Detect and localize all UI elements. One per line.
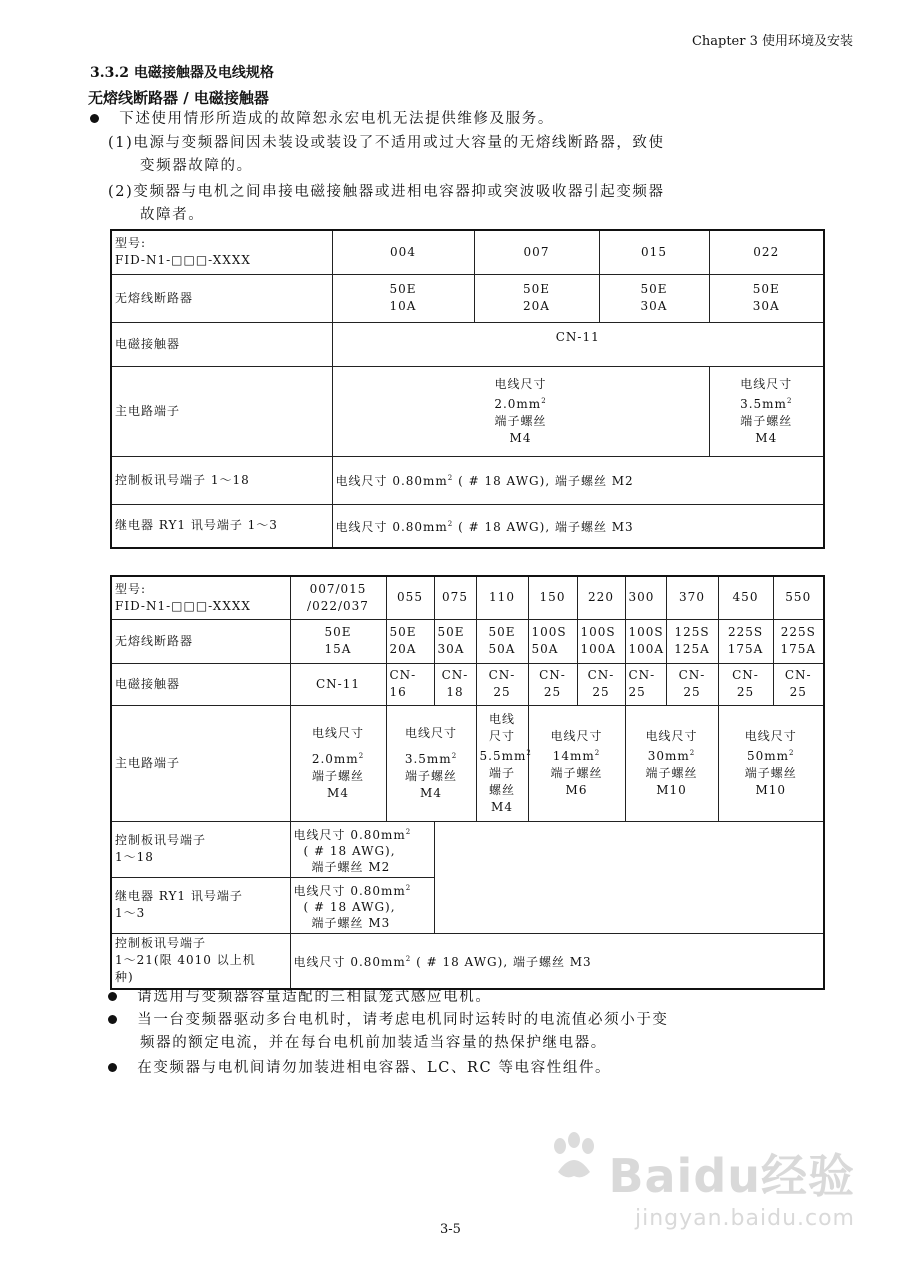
t2-contactor-055-b: 16 <box>389 685 407 699</box>
t2-breaker-075-amp: 30A <box>437 642 465 656</box>
intro-text-1: 下述使用情形所造成的故障恕永宏电机无法提供维修及服务。 <box>119 111 554 127</box>
note-3 <box>108 1057 611 1079</box>
t2-empty-area <box>434 821 824 933</box>
t1-main-a-l2 <box>336 393 706 413</box>
t2-contactor-150-b: 25 <box>543 685 562 699</box>
superscript: 2 <box>689 748 696 757</box>
t1-main-label: 主电路端子 <box>111 366 332 456</box>
t2-breaker-220-type: 100S <box>580 625 616 639</box>
t2-breaker-370 <box>666 619 718 663</box>
t2-contactor-075 <box>434 663 476 705</box>
note-1-text: 请选用与变频器容量适配的三相鼠笼式感应电机。 <box>137 989 492 1005</box>
t1-main-a-l4: M4 <box>509 430 532 445</box>
t2-model-150: 150 <box>528 576 577 619</box>
t2-contactor-300-a: CN- <box>628 668 656 682</box>
t2-relay-label-a: 继电器 RY1 讯号端子 <box>115 889 243 903</box>
t1-main-b-size: 3.5mm <box>740 396 787 411</box>
bullet-icon <box>90 114 99 123</box>
t1-breaker-015-type: 50E <box>640 282 668 296</box>
t1-contactor-label: 电磁接触器 <box>111 322 332 366</box>
t2-main-g6-l1: 电线尺寸 <box>744 728 797 743</box>
t2-main-g5-size: 30mm <box>647 748 690 763</box>
t1-main-a-size: 2.0mm <box>494 396 542 411</box>
superscript: 2 <box>447 519 454 528</box>
t2-contactor-first: CN-11 <box>290 663 386 705</box>
superscript: 2 <box>405 827 412 836</box>
t2-main-g1-l1: 电线尺寸 <box>311 725 364 740</box>
t2-model-450: 450 <box>718 576 773 619</box>
t2-model-110: 110 <box>476 576 528 619</box>
t2-contactor-075-a: CN- <box>441 668 469 682</box>
t2-main-g6-size: 50mm <box>747 748 790 763</box>
t2-breaker-055 <box>386 619 434 663</box>
t1-main-b-l3: 端子螺丝 <box>740 413 793 428</box>
t1-breaker-label: 无熔线断路器 <box>111 274 332 322</box>
t2-breaker-150-type: 100S <box>531 625 567 639</box>
t2-breaker-220 <box>577 619 625 663</box>
note-2-text: 当一台变频器驱动多台电机时，请考虑电机同时运转时的电流值必须小于变 <box>137 1012 669 1028</box>
t2-main-g5-l2 <box>629 745 715 765</box>
t2-breaker-550 <box>773 619 824 663</box>
superscript: 2 <box>526 748 532 757</box>
t2-ctrl2-label-a: 控制板讯号端子 <box>115 936 207 951</box>
page-header: Chapter 3 使用环境及安装 <box>691 34 853 49</box>
t1-main-b-l1: 电线尺寸 <box>740 376 793 391</box>
t1-model-004: 004 <box>332 230 474 274</box>
bullet-icon <box>108 1015 117 1024</box>
t2-relay-c: 端子螺丝 M3 <box>311 915 391 930</box>
t2-main-g6-l4: M10 <box>755 782 787 797</box>
t2-relay-a <box>294 880 431 899</box>
t1-model-015: 015 <box>599 230 709 274</box>
t2-main-g3-l1b: 尺寸 <box>488 728 515 743</box>
t2-breaker-550-type: 225S <box>780 625 816 639</box>
t2-main-g3-l4: M4 <box>491 799 513 814</box>
note-2-cont: 频器的额定电流，并在每台电机前加装适当容量的热保护继电器。 <box>140 1035 607 1051</box>
t2-contactor-370-a: CN- <box>678 668 706 682</box>
t2-contactor-450 <box>718 663 773 705</box>
t2-main-label: 主电路端子 <box>111 705 290 821</box>
t2-model-first-b: /022/037 <box>307 598 369 613</box>
t2-contactor-300-b: 25 <box>628 685 646 699</box>
t2-model-370: 370 <box>666 576 718 619</box>
t2-contactor-300 <box>625 663 666 705</box>
t2-breaker-370-amp: 125A <box>674 642 710 656</box>
t2-main-g3-size: 5.5mm <box>479 748 527 763</box>
t2-main-g4 <box>528 705 625 821</box>
t2-main-g3-l1: 电线 <box>488 711 515 726</box>
note-2 <box>108 1009 669 1031</box>
t2-main-g6-l2 <box>722 745 821 765</box>
t2-model-075: 075 <box>434 576 476 619</box>
watermark-url: jingyan.baidu.com <box>634 1206 855 1231</box>
t1-main-a-l1: 电线尺寸 <box>494 376 547 391</box>
t2-main-g5 <box>625 705 718 821</box>
t2-breaker-110-amp: 50A <box>488 642 516 656</box>
t1-model-code: FID-N1-□□□-XXXX <box>115 253 251 268</box>
t1-model-022: 022 <box>709 230 824 274</box>
t2-ctrl-label-b: 1～18 <box>115 850 154 864</box>
t2-relay-label <box>111 877 290 933</box>
t1-breaker-004-amp: 10A <box>389 299 417 313</box>
t1-breaker-015-amp: 30A <box>640 299 668 313</box>
t2-relay-size: 电线尺寸 0.80mm <box>293 883 406 898</box>
bullet-icon <box>108 992 117 1001</box>
t2-ctrl-a <box>294 824 431 843</box>
t2-model-055: 055 <box>386 576 434 619</box>
t2-contactor-055-a: CN- <box>389 668 417 682</box>
t2-main-g4-size: 14mm <box>552 748 595 763</box>
section-subtitle: 无熔线断路器 / 电磁接触器 <box>88 89 269 107</box>
t2-ctrl-b: ( # 18 AWG), <box>303 843 396 858</box>
watermark <box>608 1140 855 1231</box>
t1-model-007: 007 <box>474 230 599 274</box>
t2-contactor-055 <box>386 663 434 705</box>
note-3-text: 在变频器与电机间请勿加装进相电容器、LC、RC 等电容性组件。 <box>137 1060 612 1076</box>
t2-contactor-220-a: CN- <box>587 668 615 682</box>
t2-relay-label-b: 1～3 <box>115 906 146 920</box>
t2-main-g5-l1: 电线尺寸 <box>645 728 698 743</box>
t1-ctrl <box>332 456 824 504</box>
t2-breaker-300-amp: 100A <box>628 642 665 656</box>
t2-breaker-first-amp: 15A <box>324 642 352 656</box>
t2-main-g3-l3b: 螺丝 <box>488 782 515 797</box>
t2-main-g3-l3: 端子 <box>488 765 515 780</box>
t1-breaker-022 <box>709 274 824 322</box>
t2-breaker-075 <box>434 619 476 663</box>
t2-contactor-150 <box>528 663 577 705</box>
intro-item-2: (2)变频器与电机之间串接电磁接触器或进相电容器抑或突波吸收器引起变频器 <box>108 184 665 200</box>
t1-main-b <box>709 366 824 456</box>
t2-model-first-a: 007/015 <box>309 581 367 596</box>
t2-main-g4-l4: M6 <box>565 782 588 797</box>
t2-main-g1-size: 2.0mm <box>311 751 359 766</box>
t1-relay-spec: ( # 18 AWG), 端子螺丝 M3 <box>458 519 634 534</box>
t2-relay-b: ( # 18 AWG), <box>303 899 396 914</box>
intro-bullet-1 <box>90 108 554 130</box>
t2-ctrl-size: 电线尺寸 0.80mm <box>293 827 406 842</box>
t2-main-g1 <box>290 705 386 821</box>
superscript: 2 <box>789 748 795 757</box>
t2-main-g5-l3: 端子螺丝 <box>645 765 698 780</box>
t2-contactor-110-b: 25 <box>493 685 511 699</box>
t2-model-header <box>111 576 290 619</box>
t2-contactor-370-b: 25 <box>683 685 701 699</box>
t2-model-300: 300 <box>625 576 666 619</box>
t1-ctrl-label: 控制板讯号端子 1～18 <box>111 456 332 504</box>
t2-ctrl2-label-c: 种) <box>115 970 134 985</box>
intro-item-2-cont: 故障者。 <box>140 207 205 223</box>
t2-contactor-075-b: 18 <box>446 685 464 699</box>
t2-breaker-label: 无熔线断路器 <box>111 619 290 663</box>
t1-relay-size: 电线尺寸 0.80mm <box>335 519 448 534</box>
t2-contactor-label: 电磁接触器 <box>111 663 290 705</box>
t2-breaker-150 <box>528 619 577 663</box>
t2-ctrl2 <box>290 933 824 989</box>
t1-breaker-007-type: 50E <box>522 282 551 296</box>
t1-breaker-022-type: 50E <box>752 282 780 296</box>
t1-model-label: 型号: <box>115 236 147 251</box>
superscript: 2 <box>594 748 601 757</box>
t2-breaker-150-amp: 50A <box>531 642 559 656</box>
page-number: 3-5 <box>440 1222 461 1237</box>
t1-main-a <box>332 366 709 456</box>
t1-breaker-015 <box>599 274 709 322</box>
t2-main-g1-l2 <box>294 748 383 768</box>
t1-breaker-007-amp: 20A <box>523 299 550 313</box>
t1-main-b-l2 <box>713 393 821 413</box>
t1-breaker-004 <box>332 274 474 322</box>
t2-contactor-150-a: CN- <box>539 668 566 682</box>
superscript: 2 <box>405 883 412 892</box>
t2-breaker-550-amp: 175A <box>780 642 817 656</box>
t2-ctrl2-label <box>111 933 290 989</box>
t2-contactor-110-a: CN- <box>488 668 516 682</box>
intro-item-1: (1)电源与变频器间因未装设或装设了不适用或过大容量的无熔线断路器，致使 <box>108 135 665 151</box>
superscript: 2 <box>451 751 458 760</box>
t1-relay <box>332 504 824 548</box>
t2-main-g2 <box>386 705 476 821</box>
superscript: 2 <box>541 396 547 405</box>
t2-breaker-300-type: 100S <box>628 625 664 639</box>
t1-breaker-004-type: 50E <box>389 282 417 296</box>
t2-main-g2-l4: M4 <box>420 785 442 800</box>
t2-model-220: 220 <box>577 576 625 619</box>
t2-main-g1-l3: 端子螺丝 <box>311 768 364 783</box>
t2-main-g2-l3: 端子螺丝 <box>404 768 457 783</box>
t2-contactor-550: CN-25 <box>773 663 824 705</box>
t1-ctrl-spec: ( # 18 AWG), 端子螺丝 M2 <box>458 474 634 488</box>
spec-table-small <box>110 229 825 549</box>
t2-ctrl2-size: 电线尺寸 0.80mm <box>293 954 406 969</box>
t2-main-g4-l2 <box>532 745 622 765</box>
t1-relay-label: 继电器 RY1 讯号端子 1～3 <box>111 504 332 548</box>
t2-breaker-075-type: 50E <box>437 625 465 639</box>
paw-icon <box>546 1130 602 1186</box>
t2-breaker-220-amp: 100A <box>580 642 617 656</box>
t2-main-g6-l3: 端子螺丝 <box>744 765 797 780</box>
t2-main-g4-l1: 电线尺寸 <box>550 728 603 743</box>
t2-main-g6 <box>718 705 824 821</box>
t1-main-b-l4: M4 <box>755 430 778 445</box>
t1-breaker-007 <box>474 274 599 322</box>
t2-contactor-370 <box>666 663 718 705</box>
t2-main-g3-l2 <box>479 745 532 765</box>
spec-table-large <box>110 575 825 990</box>
t2-breaker-450-amp: 175A <box>727 642 764 656</box>
watermark-logo: Baidu经验 <box>608 1149 855 1203</box>
t2-main-g4-l3: 端子螺丝 <box>550 765 603 780</box>
t2-breaker-300 <box>625 619 666 663</box>
t2-breaker-450-type: 225S <box>727 625 764 639</box>
superscript: 2 <box>447 474 454 482</box>
t2-model-first <box>290 576 386 619</box>
t2-model-code: FID-N1-□□□-XXXX <box>115 598 251 613</box>
t2-breaker-first <box>290 619 386 663</box>
t2-ctrl2-label-b: 1～21(限 4010 以上机 <box>115 953 256 968</box>
t2-ctrl-label-a: 控制板讯号端子 <box>115 833 207 847</box>
t2-breaker-450 <box>718 619 773 663</box>
t2-ctrl <box>290 821 434 877</box>
t2-main-g3 <box>476 705 532 821</box>
t2-ctrl-label <box>111 821 290 877</box>
t2-contactor-220 <box>577 663 625 705</box>
note-1 <box>108 986 491 1008</box>
t2-breaker-110 <box>476 619 528 663</box>
bullet-icon <box>108 1063 117 1072</box>
t2-breaker-055-type: 50E <box>389 625 417 639</box>
t2-contactor-450-a: CN- <box>732 668 759 682</box>
t2-ctrl-c: 端子螺丝 M2 <box>311 859 391 874</box>
superscript: 2 <box>405 954 412 963</box>
t2-main-g5-l4: M10 <box>656 782 687 797</box>
t2-model-550: 550 <box>773 576 824 619</box>
t2-ctrl2-spec: ( # 18 AWG), 端子螺丝 M3 <box>416 954 592 969</box>
t2-main-g2-l1: 电线尺寸 <box>404 725 457 740</box>
t2-contactor-220-b: 25 <box>592 685 610 699</box>
t2-relay <box>290 877 434 933</box>
t1-breaker-022-amp: 30A <box>752 299 780 313</box>
superscript: 2 <box>786 396 793 405</box>
t1-model-header <box>111 230 332 274</box>
t2-contactor-450-b: 25 <box>736 685 755 699</box>
t1-main-a-l3: 端子螺丝 <box>494 413 547 428</box>
t2-breaker-first-type: 50E <box>324 625 352 639</box>
t2-main-g2-l2 <box>390 748 473 768</box>
t2-breaker-055-amp: 20A <box>389 642 417 656</box>
t1-ctrl-size: 电线尺寸 0.80mm <box>335 474 448 488</box>
t1-contactor: CN-11 <box>332 322 824 366</box>
t2-main-g1-l4: M4 <box>327 785 349 800</box>
t2-breaker-110-type: 50E <box>488 625 516 639</box>
t2-contactor-110 <box>476 663 528 705</box>
superscript: 2 <box>358 751 365 760</box>
intro-item-1-cont: 变频器故障的。 <box>140 158 253 174</box>
t2-model-label: 型号: <box>115 581 147 596</box>
section-title: 3.3.2 电磁接触器及电线规格 <box>90 65 274 81</box>
t2-main-g2-size: 3.5mm <box>404 751 452 766</box>
t2-breaker-370-type: 125S <box>674 625 710 639</box>
